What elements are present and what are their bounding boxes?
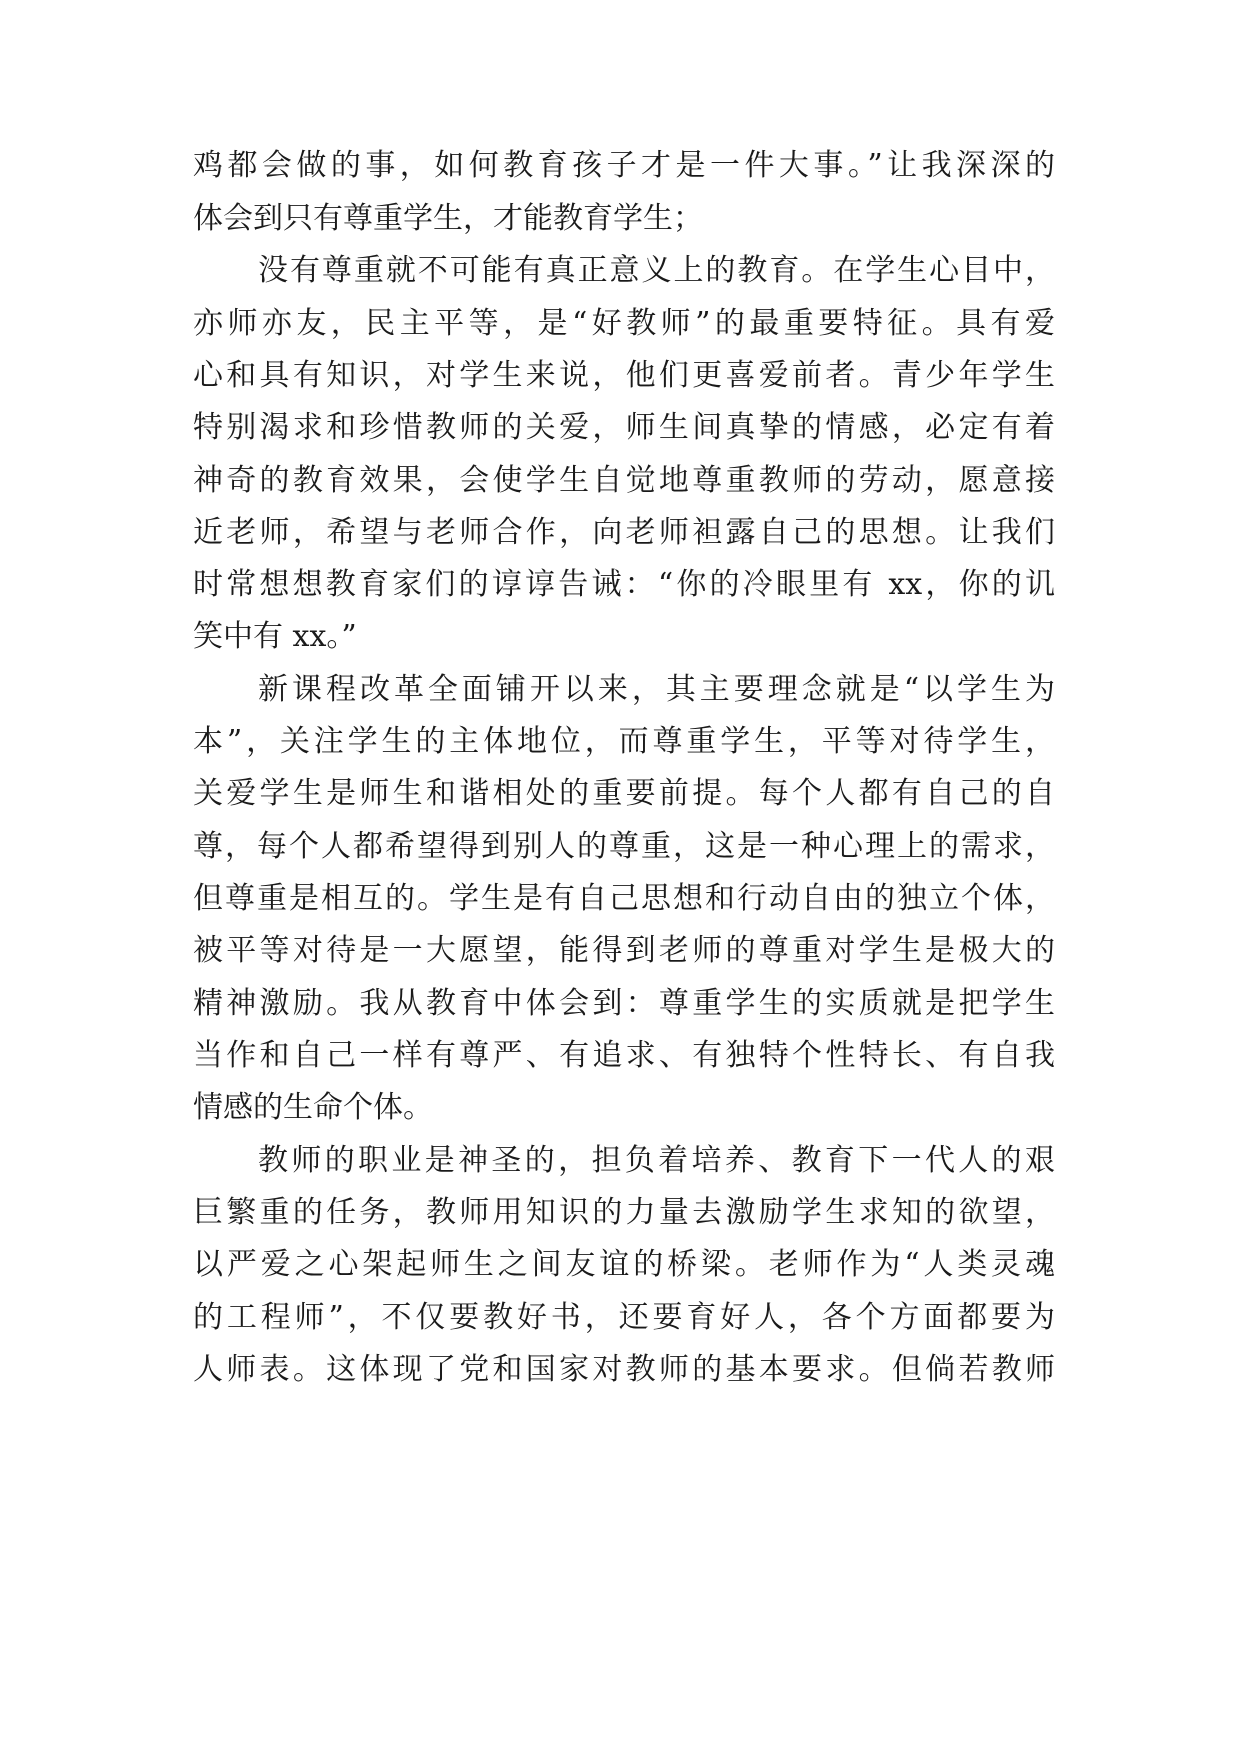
text-line: 神奇的教育效果，会使学生自觉地尊重教师的劳动，愿意接 xyxy=(193,463,1055,498)
text-line: 体会到只有尊重学生，才能教育学生； xyxy=(193,201,703,236)
paragraph-first-line: 教师的职业是神圣的，担负着培养、教育下一代人的艰 xyxy=(258,1143,1055,1178)
text-line: 亦师亦友，民主平等，是“好教师”的最重要特征。具有爱 xyxy=(193,306,1055,341)
text-line: 笑中有 xx。” xyxy=(193,619,357,654)
text-line: 心和具有知识，对学生来说，他们更喜爱前者。青少年学生 xyxy=(193,358,1055,393)
text-line: 精神激励。我从教育中体会到：尊重学生的实质就是把学生 xyxy=(193,986,1055,1021)
text-line: 近老师，希望与老师合作，向老师袒露自己的思想。让我们 xyxy=(193,515,1055,550)
text-line: 的工程师”，不仅要教好书，还要育好人，各个方面都要为 xyxy=(193,1300,1055,1335)
text-line: 人师表。这体现了党和国家对教师的基本要求。但倘若教师 xyxy=(193,1352,1055,1387)
text-line: 情感的生命个体。 xyxy=(193,1090,433,1125)
paragraph-first-line: 新课程改革全面铺开以来，其主要理念就是“以学生为 xyxy=(258,672,1055,707)
text-line: 被平等对待是一大愿望，能得到老师的尊重对学生是极大的 xyxy=(193,933,1055,968)
paragraph-first-line: 没有尊重就不可能有真正意义上的教育。在学生心目中， xyxy=(258,253,1055,288)
text-line: 但尊重是相互的。学生是有自己思想和行动自由的独立个体， xyxy=(193,881,1055,916)
text-line: 关爱学生是师生和谐相处的重要前提。每个人都有自己的自 xyxy=(193,776,1055,811)
text-line: 时常想想教育家们的谆谆告诫：“你的冷眼里有 xx，你的讥 xyxy=(193,567,1055,602)
text-line: 尊，每个人都希望得到别人的尊重，这是一种心理上的需求， xyxy=(193,829,1055,864)
text-line: 以严爱之心架起师生之间友谊的桥梁。老师作为“人类灵魂 xyxy=(193,1247,1055,1282)
text-line: 特别渴求和珍惜教师的关爱，师生间真挚的情感，必定有着 xyxy=(193,410,1055,445)
text-line: 鸡都会做的事，如何教育孩子才是一件大事。”让我深深的 xyxy=(193,148,1055,183)
text-line: 本”，关注学生的主体地位，而尊重学生，平等对待学生， xyxy=(193,724,1055,759)
text-line: 巨繁重的任务，教师用知识的力量去激励学生求知的欲望， xyxy=(193,1195,1055,1230)
text-line: 当作和自己一样有尊严、有追求、有独特个性特长、有自我 xyxy=(193,1038,1055,1073)
